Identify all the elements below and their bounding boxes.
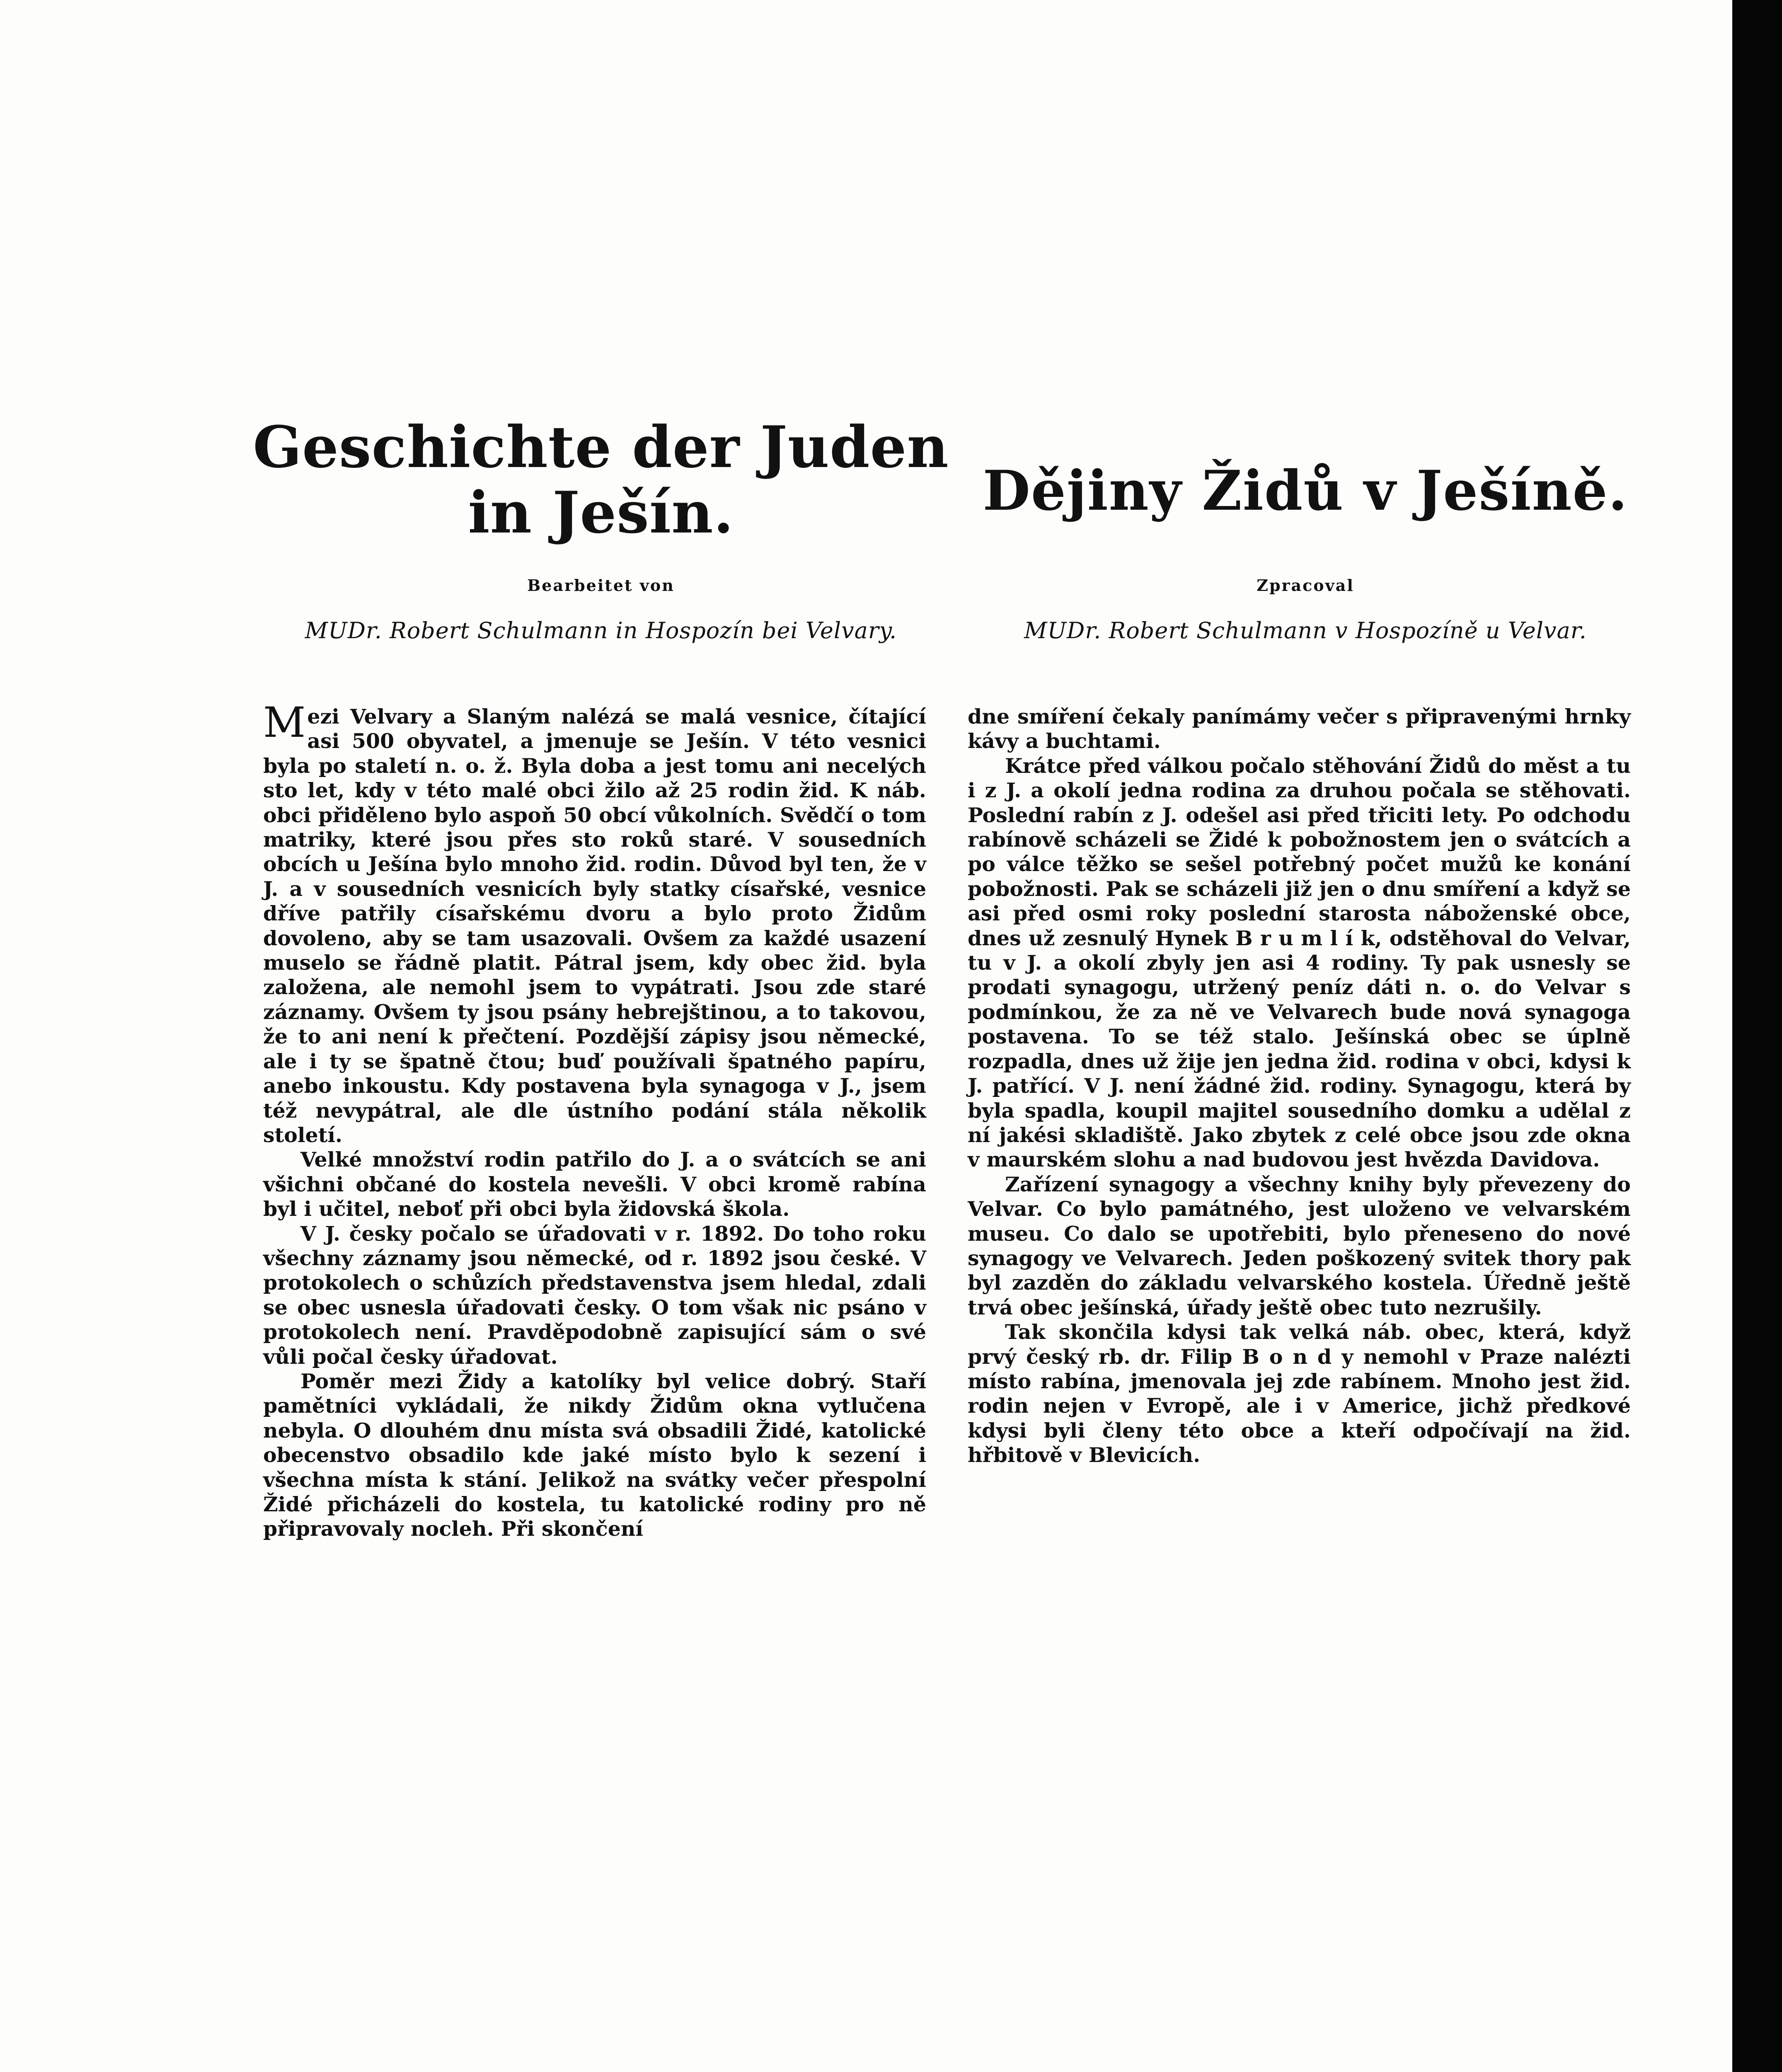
title-german-line2: in Ješín. bbox=[468, 479, 734, 546]
edited-by-label-german: Bearbeitet von bbox=[527, 576, 675, 595]
author-czech: MUDr. Robert Schulmann v Hospozíně u Velvar. bbox=[1024, 617, 1587, 644]
title-czech: Dějiny Židů v Ješíně. bbox=[983, 459, 1628, 523]
title-german-line1: Geschichte der Juden bbox=[253, 413, 949, 481]
paragraph: Krátce před válkou počalo stěhování Židů do měst a tu i z J. a okolí jedna rodina za druhou počala se stěhovati. Poslední rabín z J. odešel asi před třiciti lety. Po odchodu rabínově scházeli se Židé k pobožnostem jen o svátcích a po válce těžko se sešel potřebný počet mužů ke konání pobožnosti. Pak se scházeli již jen o dnu smíření a když se asi před osmi roky poslední starosta náboženské obce, dnes už zesnulý Hynek B r u m l í k, odstěhoval do Velvar, tu v J. a okolí zbyly jen asi 4 rodiny. Ty pak usnesly se prodati synagogu, utržený peníz dáti n. o. do Velvar s podmínkou, že za ně ve Velvarech bude nová synagoga postavena. To se též stalo. Ješínská obec se úplně rozpadla, dnes už žije jen jedna žid. rodina v obci, kdysi k J. patřící. V J. není žádné žid. rodiny. Synagogu, která by byla spadla, koupil majitel sousedního domku a udělal z ní jakési skladiště. Jako zbytek z celé obce jsou zde okna v maurském slohu a nad budovou jest hvězda Davidova. bbox=[968, 753, 1631, 1172]
paragraph: dne smíření čekaly panímámy večer s připravenými hrnky kávy a buchtami. bbox=[968, 704, 1631, 753]
paragraph bbox=[263, 698, 926, 1147]
scan-border bbox=[1732, 0, 1782, 2072]
edited-by-label-czech: Zpracoval bbox=[1257, 576, 1354, 595]
header-czech bbox=[953, 414, 1658, 644]
paragraph: Zařízení synagogy a všechny knihy byly převezeny do Velvar. Co bylo památného, jest uloženo ve velvarském museu. Co dalo se upotřebiti, bylo přeneseno do nové synagogy ve Velvarech. Jeden poškozený svitek thory pak byl zazděn do základu velvarského kostela. Úředně ještě trvá obec ješínská, úřady ještě obec tuto nezrušily. bbox=[968, 1172, 1631, 1319]
text-column-left bbox=[263, 698, 926, 1542]
paragraph: Poměr mezi Židy a katolíky byl velice dobrý. Staří pamětníci vykládali, že nikdy Židům okna vytlučena nebyla. O dlouhém dnu místa svá obsadili Židé, katolické obecenstvo obsadilo kde jaké místo bylo k sezení i všechna místa k stání. Jelikož na svátky večer přespolní Židé přicházeli do kostela, tu katolické rodiny pro ně připravovaly nocleh. Při skončení bbox=[263, 1369, 926, 1541]
title-german bbox=[249, 414, 953, 545]
header-german bbox=[249, 413, 953, 644]
paragraph: Velké množství rodin patřilo do J. a o svátcích se ani všichni občané do kostela nevešli. V obci kromě rabína byl i učitel, neboť při obci byla židovská škola. bbox=[263, 1147, 926, 1221]
text-column-right bbox=[968, 704, 1631, 1468]
author-german: MUDr. Robert Schulmann in Hospozín bei Velvary. bbox=[305, 617, 897, 644]
drop-cap: M bbox=[263, 698, 306, 747]
paragraph: V J. česky počalo se úřadovati v r. 1892. Do toho roku všechny záznamy jsou německé, od r. 1892 jsou české. V protokolech o schůzích představenstva jsem hledal, zdali se obec usnesla úřadovati česky. O tom však nic psáno v protokolech není. Pravděpodobně zapisující sám o své vůli počal česky úřadovat. bbox=[263, 1221, 926, 1369]
paragraph: Tak skončila kdysi tak velká náb. obec, která, když prvý český rb. dr. Filip B o n d y nemohl v Praze nalézti místo rabína, jmenovala jej zde rabínem. Mnoho jest žid. rodin nejen v Evropě, ale i v Americe, jichž předkové kdysi byli členy této obce a kteří odpočívají na žid. hřbitově v Blevicích. bbox=[968, 1320, 1631, 1467]
paragraph-text: ezi Velvary a Slaným nalézá se malá vesnice, čítající asi 500 obyvatel, a jmenuje se Ješín. V této vesnici byla po staletí n. o. ž. Byla doba a jest tomu ani necelých sto let, kdy v této malé obci žilo až 25 rodin žid. K náb. obci přiděleno bylo aspoň 50 obcí vůkolních. Svědčí o tom matriky, které jsou přes sto roků staré. V sousedních obcích u Ješína bylo mnoho žid. rodin. Důvod byl ten, že v J. a v sousedních vesnicích byly statky císařské, vesnice dříve patřily císařskému dvoru a bylo proto Židům dovoleno, aby se tam usazovali. Ovšem za každé usazení muselo se řádně platit. Pátral jsem, kdy obec žid. byla založena, ale nemohl jsem to vypátrati. Jsou zde staré záznamy. Ovšem ty jsou psány hebrejštinou, a to takovou, že to ani není k přečtení. Pozdější zápisy jsou německé, ale i ty se špatně čtou; buď používali špatného papíru, anebo inkoustu. Kdy postavena byla synagoga v J., jsem též nevypátral, ale dle ústního podání stála několik století. bbox=[263, 704, 926, 1147]
